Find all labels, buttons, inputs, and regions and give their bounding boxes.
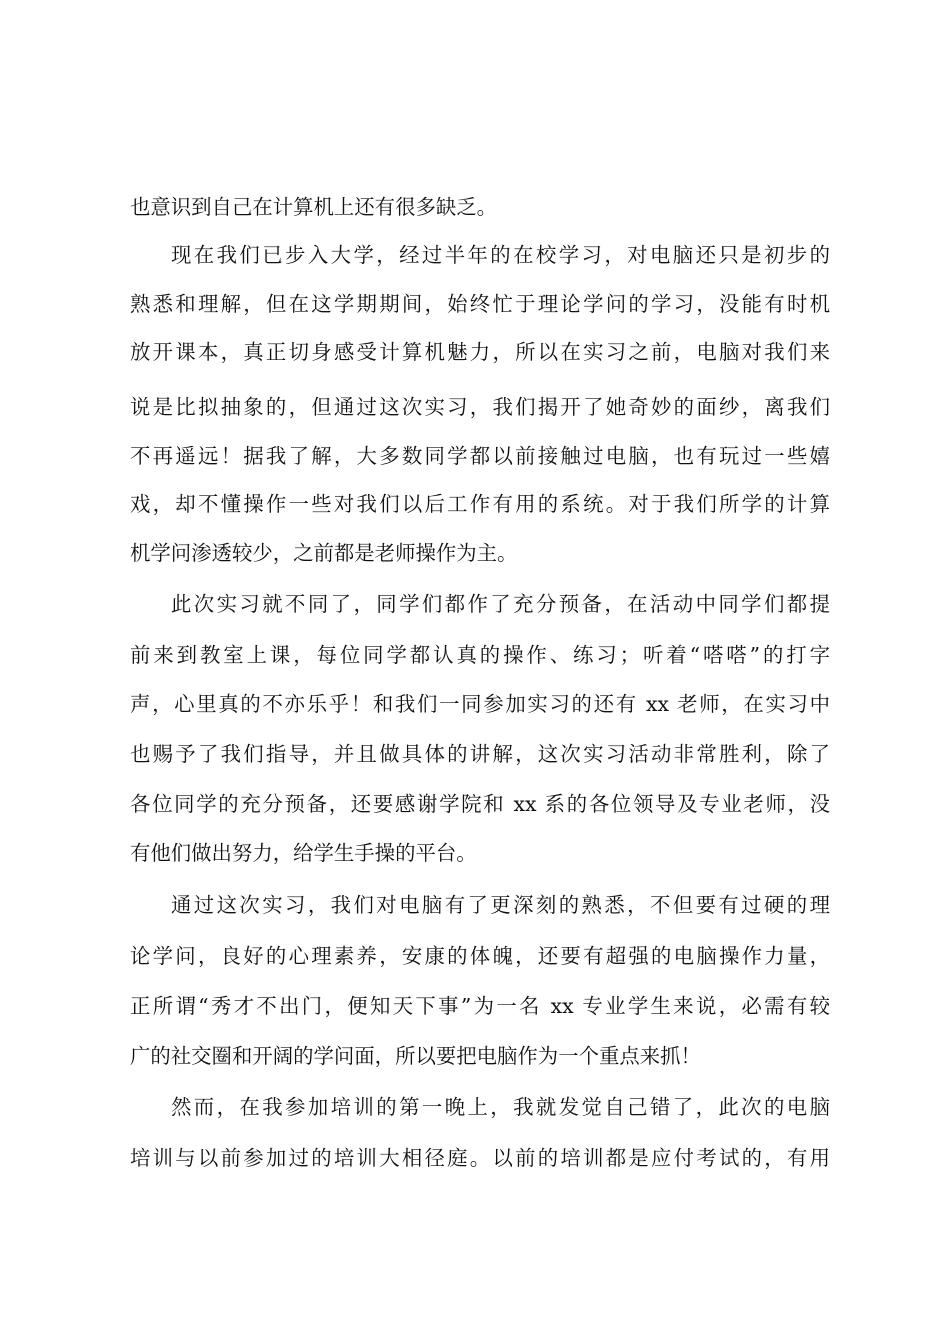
text-line: 熟悉和理解，但在这学期期间，始终忙于理论学问的学习，没能有时机	[130, 292, 830, 316]
text-line: 正所谓“秀才不出门，便知天下事”为一名 xx 专业学生来说，必需有较	[130, 994, 830, 1018]
text-line: 有他们做出努力，给学生手操的平台。	[130, 841, 477, 865]
text-line: 不再遥远！据我了解，大多数同学都以前接触过电脑，也有玩过一些嬉	[130, 444, 830, 468]
paragraph-first-line: 此次实习就不同了，同学们都作了充分预备，在活动中同学们都提	[171, 592, 830, 616]
text-line: 也意识到自己在计算机上还有很多缺乏。	[130, 195, 498, 219]
paragraph-first-line: 然而，在我参加培训的第一晚上，我就发觉自己错了，此次的电脑	[171, 1095, 830, 1119]
text-line: 放开课本，真正切身感受计算机魅力，所以在实习之前，电脑对我们来	[130, 340, 830, 364]
text-line: 论学问，良好的心理素养，安康的体魄，还要有超强的电脑操作力量，	[130, 944, 830, 968]
text-line: 培训与以前参加过的培训大相径庭。以前的培训都是应付考试的，有用	[130, 1146, 830, 1170]
text-line: 前来到教室上课，每位同学都认真的操作、练习；听着“嗒嗒”的打字	[130, 643, 830, 667]
text-line: 也赐予了我们指导，并且做具体的讲解，这次实习活动非常胜利，除了	[130, 742, 830, 766]
text-line: 广的社交圈和开阔的学问面，所以要把电脑作为一个重点来抓！	[130, 1044, 701, 1068]
text-line: 机学问渗透较少，之前都是老师操作为主。	[130, 541, 518, 565]
text-line: 说是比拟抽象的，但通过这次实习，我们揭开了她奇妙的面纱，离我们	[130, 395, 830, 419]
text-line: 声，心里真的不亦乐乎！和我们一同参加实习的还有 xx 老师，在实习中	[130, 692, 830, 716]
paragraph-first-line: 现在我们已步入大学，经过半年的在校学习，对电脑还只是初步的	[171, 243, 830, 267]
paragraph-first-line: 通过这次实习，我们对电脑有了更深刻的熟悉，不但要有过硬的理	[171, 893, 830, 917]
text-line: 各位同学的充分预备，还要感谢学院和 xx 系的各位领导及专业老师，没	[130, 792, 830, 816]
text-line: 戏，却不懂操作一些对我们以后工作有用的系统。对于我们所学的计算	[130, 492, 830, 516]
